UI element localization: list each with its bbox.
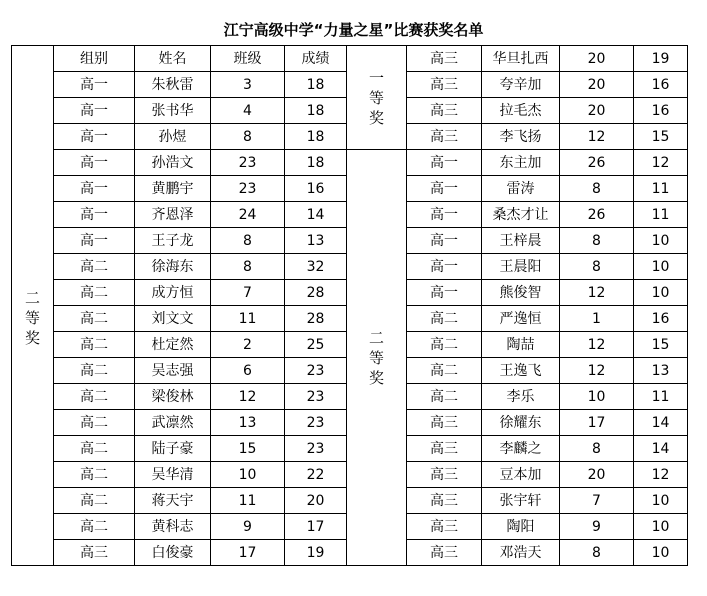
score-cell: 10 xyxy=(634,488,688,514)
score-cell: 10 xyxy=(634,228,688,254)
class-cell: 12 xyxy=(560,332,634,358)
name-cell: 王子龙 xyxy=(135,228,211,254)
score-cell: 14 xyxy=(285,202,347,228)
group-cell: 高三 xyxy=(407,72,482,98)
class-cell: 6 xyxy=(211,358,285,384)
class-cell: 9 xyxy=(211,514,285,540)
score-cell: 19 xyxy=(285,540,347,566)
name-cell: 严逸恒 xyxy=(482,306,560,332)
group-cell: 高一 xyxy=(407,254,482,280)
class-cell: 8 xyxy=(560,436,634,462)
score-cell: 16 xyxy=(634,98,688,124)
class-cell: 4 xyxy=(211,98,285,124)
name-cell: 吴华清 xyxy=(135,462,211,488)
score-cell: 11 xyxy=(634,384,688,410)
name-cell: 张宇轩 xyxy=(482,488,560,514)
award-char: 一 xyxy=(368,68,384,87)
group-cell: 高二 xyxy=(54,410,135,436)
page-title: 江宁高级中学“力量之星”比赛获奖名单 xyxy=(223,21,484,39)
score-cell: 18 xyxy=(285,124,347,150)
class-cell: 17 xyxy=(560,410,634,436)
class-cell: 10 xyxy=(560,384,634,410)
name-cell: 朱秋雷 xyxy=(135,72,211,98)
group-cell: 高二 xyxy=(407,384,482,410)
class-cell: 8 xyxy=(560,176,634,202)
score-cell: 23 xyxy=(285,384,347,410)
score-cell: 13 xyxy=(285,228,347,254)
class-cell: 1 xyxy=(560,306,634,332)
award-char: 等 xyxy=(368,88,384,107)
group-cell: 高二 xyxy=(54,332,135,358)
class-cell: 8 xyxy=(560,254,634,280)
class-cell: 11 xyxy=(211,306,285,332)
score-cell: 14 xyxy=(634,410,688,436)
class-cell: 26 xyxy=(560,150,634,176)
group-cell: 高三 xyxy=(407,514,482,540)
class-cell: 8 xyxy=(560,540,634,566)
score-cell: 28 xyxy=(285,306,347,332)
award-table xyxy=(11,45,688,566)
award-char: 等 xyxy=(24,309,40,328)
class-cell: 9 xyxy=(560,514,634,540)
class-cell: 12 xyxy=(560,280,634,306)
score-cell: 15 xyxy=(634,332,688,358)
score-cell: 23 xyxy=(285,410,347,436)
score-cell: 13 xyxy=(634,358,688,384)
score-cell: 18 xyxy=(285,98,347,124)
group-cell: 高三 xyxy=(407,540,482,566)
column-header: 姓名 xyxy=(135,46,211,72)
name-cell: 拉毛杰 xyxy=(482,98,560,124)
score-cell: 23 xyxy=(285,436,347,462)
score-cell: 20 xyxy=(285,488,347,514)
score-cell: 16 xyxy=(634,306,688,332)
name-cell: 吴志强 xyxy=(135,358,211,384)
group-cell: 高三 xyxy=(407,488,482,514)
group-cell: 高二 xyxy=(54,384,135,410)
class-cell: 7 xyxy=(560,488,634,514)
score-cell: 19 xyxy=(634,46,688,72)
award-char: 二 xyxy=(24,289,40,308)
class-cell: 23 xyxy=(211,150,285,176)
name-cell: 杜定然 xyxy=(135,332,211,358)
class-cell: 12 xyxy=(560,124,634,150)
group-cell: 高二 xyxy=(54,358,135,384)
name-cell: 齐恩泽 xyxy=(135,202,211,228)
score-cell: 14 xyxy=(634,436,688,462)
name-cell: 雷涛 xyxy=(482,176,560,202)
name-cell: 陶喆 xyxy=(482,332,560,358)
award-char: 等 xyxy=(368,348,384,367)
class-cell: 15 xyxy=(211,436,285,462)
name-cell: 邓浩天 xyxy=(482,540,560,566)
group-cell: 高一 xyxy=(407,280,482,306)
score-cell: 11 xyxy=(634,176,688,202)
name-cell: 孙煜 xyxy=(135,124,211,150)
name-cell: 熊俊智 xyxy=(482,280,560,306)
name-cell: 王梓晨 xyxy=(482,228,560,254)
name-cell: 蒋天宇 xyxy=(135,488,211,514)
group-cell: 高三 xyxy=(407,124,482,150)
name-cell: 徐耀东 xyxy=(482,410,560,436)
name-cell: 东主加 xyxy=(482,150,560,176)
group-cell: 高二 xyxy=(54,306,135,332)
name-cell: 黄鹏宇 xyxy=(135,176,211,202)
group-cell: 高三 xyxy=(407,410,482,436)
group-cell: 高二 xyxy=(54,254,135,280)
score-cell: 28 xyxy=(285,280,347,306)
group-cell: 高二 xyxy=(54,280,135,306)
name-cell: 成方恒 xyxy=(135,280,211,306)
group-cell: 高三 xyxy=(54,540,135,566)
award-char: 二 xyxy=(368,328,384,347)
name-cell: 豆本加 xyxy=(482,462,560,488)
column-header: 班级 xyxy=(211,46,285,72)
group-cell: 高二 xyxy=(54,514,135,540)
name-cell: 陶阳 xyxy=(482,514,560,540)
class-cell: 12 xyxy=(560,358,634,384)
class-cell: 24 xyxy=(211,202,285,228)
name-cell: 徐海东 xyxy=(135,254,211,280)
group-cell: 高一 xyxy=(54,98,135,124)
class-cell: 3 xyxy=(211,72,285,98)
group-cell: 高三 xyxy=(407,98,482,124)
table-row xyxy=(12,150,688,176)
name-cell: 武凛然 xyxy=(135,410,211,436)
score-cell: 32 xyxy=(285,254,347,280)
score-cell: 23 xyxy=(285,358,347,384)
award-label-second xyxy=(347,150,407,566)
class-cell: 23 xyxy=(211,176,285,202)
score-cell: 10 xyxy=(634,514,688,540)
group-cell: 高一 xyxy=(407,176,482,202)
class-cell: 2 xyxy=(211,332,285,358)
award-label-first xyxy=(347,46,407,150)
name-cell: 黄科志 xyxy=(135,514,211,540)
group-cell: 高二 xyxy=(407,332,482,358)
name-cell: 梁俊林 xyxy=(135,384,211,410)
score-cell: 17 xyxy=(285,514,347,540)
group-cell: 高一 xyxy=(407,202,482,228)
class-cell: 20 xyxy=(560,462,634,488)
class-cell: 8 xyxy=(211,124,285,150)
class-cell: 20 xyxy=(560,46,634,72)
award-label-left xyxy=(12,72,54,566)
class-cell: 17 xyxy=(211,540,285,566)
class-cell: 20 xyxy=(560,98,634,124)
class-cell: 12 xyxy=(211,384,285,410)
score-cell: 10 xyxy=(634,254,688,280)
name-cell: 王晨阳 xyxy=(482,254,560,280)
class-cell: 8 xyxy=(211,254,285,280)
name-cell: 刘文文 xyxy=(135,306,211,332)
group-cell: 高一 xyxy=(54,202,135,228)
class-cell: 8 xyxy=(560,228,634,254)
award-char: 奖 xyxy=(24,329,40,348)
group-cell: 高一 xyxy=(54,124,135,150)
class-cell: 7 xyxy=(211,280,285,306)
group-cell: 高一 xyxy=(407,150,482,176)
class-cell: 26 xyxy=(560,202,634,228)
group-cell: 高二 xyxy=(54,462,135,488)
class-cell: 10 xyxy=(211,462,285,488)
group-cell: 高二 xyxy=(407,358,482,384)
class-cell: 20 xyxy=(560,72,634,98)
group-cell: 高一 xyxy=(407,228,482,254)
group-cell: 高三 xyxy=(407,46,482,72)
score-cell: 10 xyxy=(634,280,688,306)
score-cell: 18 xyxy=(285,150,347,176)
group-cell: 高二 xyxy=(54,488,135,514)
name-cell: 李麟之 xyxy=(482,436,560,462)
award-char: 奖 xyxy=(368,108,384,127)
group-cell: 高一 xyxy=(54,72,135,98)
group-cell: 高一 xyxy=(54,228,135,254)
score-cell: 18 xyxy=(285,72,347,98)
class-cell: 11 xyxy=(211,488,285,514)
name-cell: 华旦扎西 xyxy=(482,46,560,72)
name-cell: 张书华 xyxy=(135,98,211,124)
group-cell: 高二 xyxy=(407,306,482,332)
column-header: 成绩 xyxy=(285,46,347,72)
score-cell: 15 xyxy=(634,124,688,150)
class-cell: 8 xyxy=(211,228,285,254)
score-cell: 16 xyxy=(634,72,688,98)
score-cell: 11 xyxy=(634,202,688,228)
score-cell: 12 xyxy=(634,462,688,488)
class-cell: 13 xyxy=(211,410,285,436)
score-cell: 16 xyxy=(285,176,347,202)
group-cell: 高二 xyxy=(54,436,135,462)
name-cell: 李乐 xyxy=(482,384,560,410)
score-cell: 25 xyxy=(285,332,347,358)
group-cell: 高三 xyxy=(407,462,482,488)
score-cell: 22 xyxy=(285,462,347,488)
name-cell: 孙浩文 xyxy=(135,150,211,176)
name-cell: 王逸飞 xyxy=(482,358,560,384)
award-char: 奖 xyxy=(368,368,384,387)
score-cell: 12 xyxy=(634,150,688,176)
score-cell: 10 xyxy=(634,540,688,566)
column-header: 组别 xyxy=(54,46,135,72)
table-row xyxy=(12,46,688,72)
group-cell: 高一 xyxy=(54,150,135,176)
name-cell: 夸辛加 xyxy=(482,72,560,98)
corner-cell xyxy=(12,46,54,72)
group-cell: 高一 xyxy=(54,176,135,202)
name-cell: 李飞扬 xyxy=(482,124,560,150)
name-cell: 白俊豪 xyxy=(135,540,211,566)
name-cell: 陆子豪 xyxy=(135,436,211,462)
name-cell: 桑杰才让 xyxy=(482,202,560,228)
group-cell: 高三 xyxy=(407,436,482,462)
